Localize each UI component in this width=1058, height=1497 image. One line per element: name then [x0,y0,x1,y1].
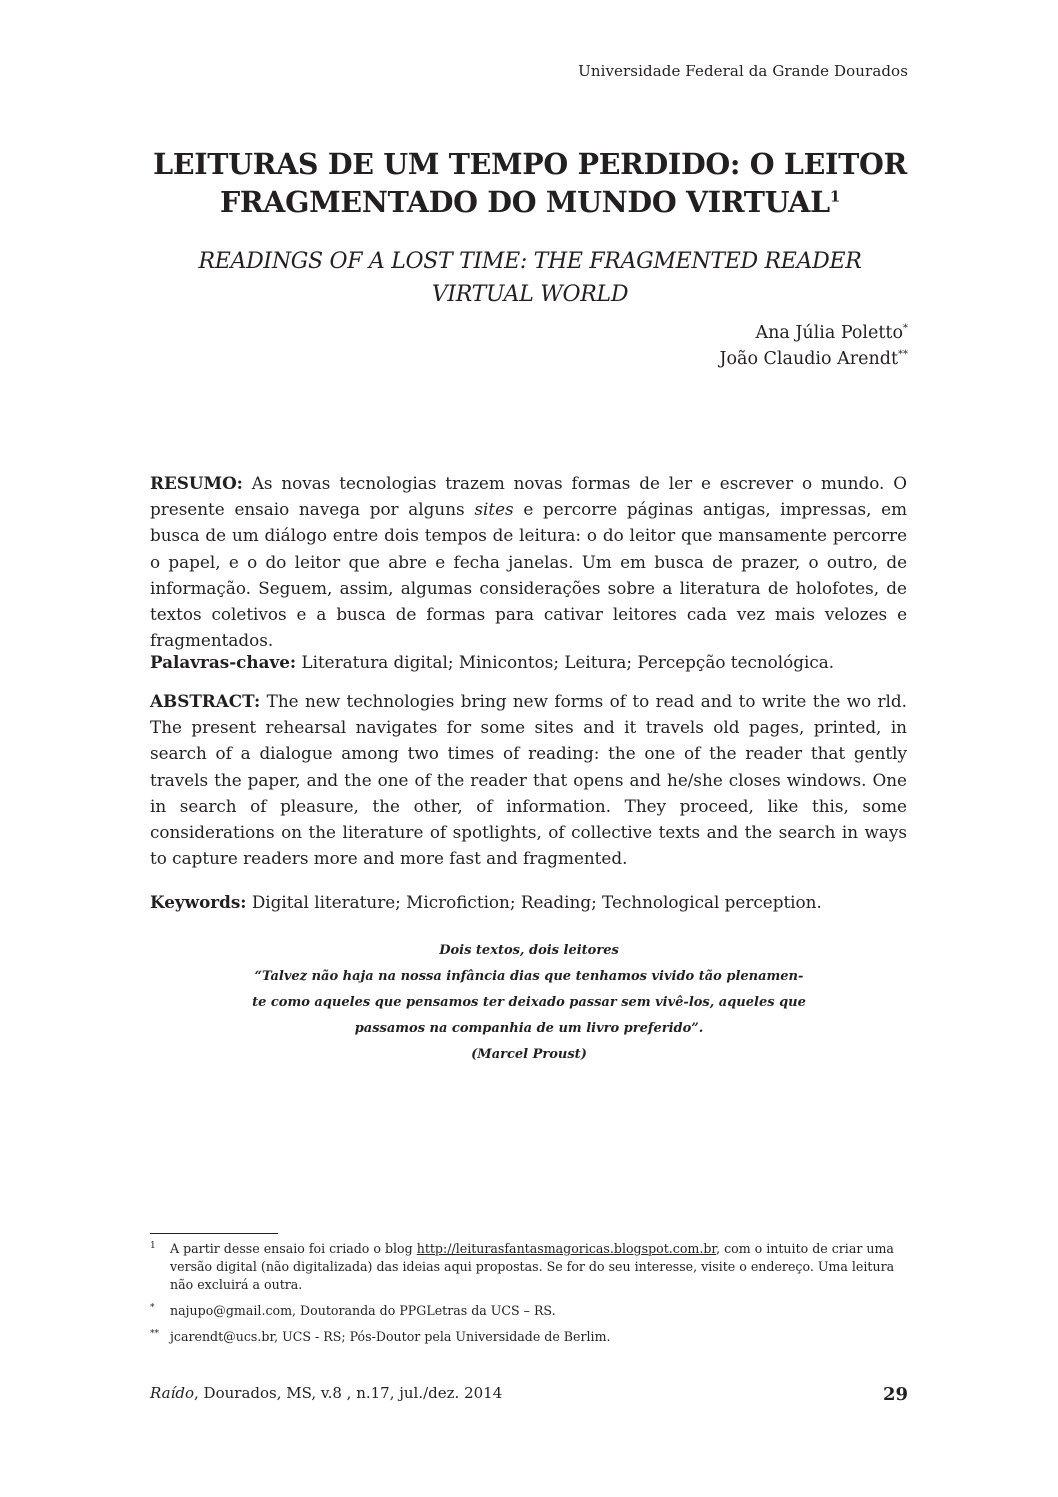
author-2-mark[interactable]: ** [898,349,908,361]
footnote-1-mark: 1 [150,1241,156,1251]
title-line-1: LEITURAS DE UM TEMPO PERDIDO: O LEITOR [153,147,907,181]
keywords-label: Keywords: [150,892,247,912]
article-title [150,145,910,221]
journal-citation [150,1384,502,1402]
footnote-2-mark: * [150,1303,155,1313]
author-1 [719,320,908,346]
epigraph [200,938,858,1068]
abstract-label: ABSTRACT: [150,691,261,711]
resumo-italic-term: sites [474,499,514,520]
epigraph-line-1: “Talvez não haja na nossa infância dias que tenhamos vivido tão plenamen- [254,969,804,984]
footnote-1-text-2: , com o intuito de criar uma versão digital (não digitalizada) das ideias aqui propostas. Se for do seu interesse, visite o endereço. Uma leitura não excluirá a outra. [170,1241,895,1292]
epigraph-author: (Marcel Proust) [471,1047,587,1062]
footnote-3-mark: ** [150,1329,159,1339]
epigraph-heading: Dois textos, dois leitores [439,943,619,958]
resumo-label: RESUMO: [150,473,243,493]
author-1-name: Ana Júlia Poletto [755,323,903,343]
title-footnote-mark[interactable]: 1 [829,187,840,206]
journal-name: Raído [150,1384,195,1402]
resumo-paragraph [150,470,907,653]
footnote-divider [150,1233,278,1234]
author-list [719,320,908,372]
page-number: 29 [882,1384,908,1405]
epigraph-line-3: passamos na companhia de um livro preferido”. [354,1021,704,1036]
epigraph-line-2: te como aqueles que pensamos ter deixado passar sem vivê-los, aqueles que [252,995,806,1010]
title-line-2 [150,183,910,221]
footnote-2-text: najupo@gmail.com, Doutoranda do PPGLetras da UCS – RS. [170,1303,556,1318]
footnote-1 [150,1240,910,1294]
footnote-1-text-1: A partir desse ensaio foi criado o blog [170,1241,417,1256]
author-2 [719,346,908,372]
keywords-text: Digital literature; Microfiction; Reading; Technological perception. [246,892,822,912]
abstract-paragraph [150,688,907,871]
palavras-chave-paragraph [150,649,907,675]
running-header: Universidade Federal da Grande Dourados [578,62,908,80]
abstract-text: The new technologies bring new forms of to read and to write the wo rld. The present rehearsal navigates for some sites and it travels old pages, printed, in search of a dialogue among two times of reading: the one of the reader that gently travels the paper, and the one of the reader that opens and he/she closes windows. One in search of pleasure, the other, of information. They proceed, like this, some considerations on the literature of spotlights, of collective texts and the search in ways to capture readers more and more fast and fragmented. [150,691,907,869]
palavras-chave-text: Literatura digital; Minicontos; Leitura; Percepção tecnológica. [296,652,835,672]
author-1-mark[interactable]: * [903,323,908,335]
article-subtitle [150,245,910,311]
resumo-text-2: e percorre páginas antigas, impressas, em busca de um diálogo entre dois tempos de leitura: o do leitor que mansamente percorre o papel, e o do leitor que abre e fecha janelas. Um em busca de prazer, o outro, de informação. Seguem, assim, algumas considerações sobre a literatura de holofotes, de textos coletivos e a busca de formas para cativar leitores cada vez mais velozes e fragmentados. [150,499,908,651]
footnote-2 [150,1302,910,1320]
journal-details: , Dourados, MS, v.8 , n.17, jul./dez. 2014 [194,1384,503,1402]
blog-link[interactable]: http://leiturasfantasmagoricas.blogspot.com.br [416,1241,717,1256]
resumo-text-1: As novas tecnologias trazem novas formas de ler e escrever o mundo. O presente ensaio navega por alguns [150,473,907,520]
footnote-3-text: jcarendt@ucs.br, UCS - RS; Pós-Doutor pela Universidade de Berlim. [170,1329,611,1344]
keywords-paragraph [150,889,907,915]
subtitle-line-1: READINGS OF A LOST TIME: THE FRAGMENTED READER [198,249,862,274]
title-line-2-text: FRAGMENTADO DO MUNDO VIRTUAL [219,185,830,219]
footnote-3 [150,1328,910,1346]
palavras-chave-label: Palavras-chave: [150,652,297,672]
footnotes [150,1240,910,1354]
subtitle-line-2: VIRTUAL WORLD [431,282,629,307]
author-2-name: João Claudio Arendt [719,349,898,369]
